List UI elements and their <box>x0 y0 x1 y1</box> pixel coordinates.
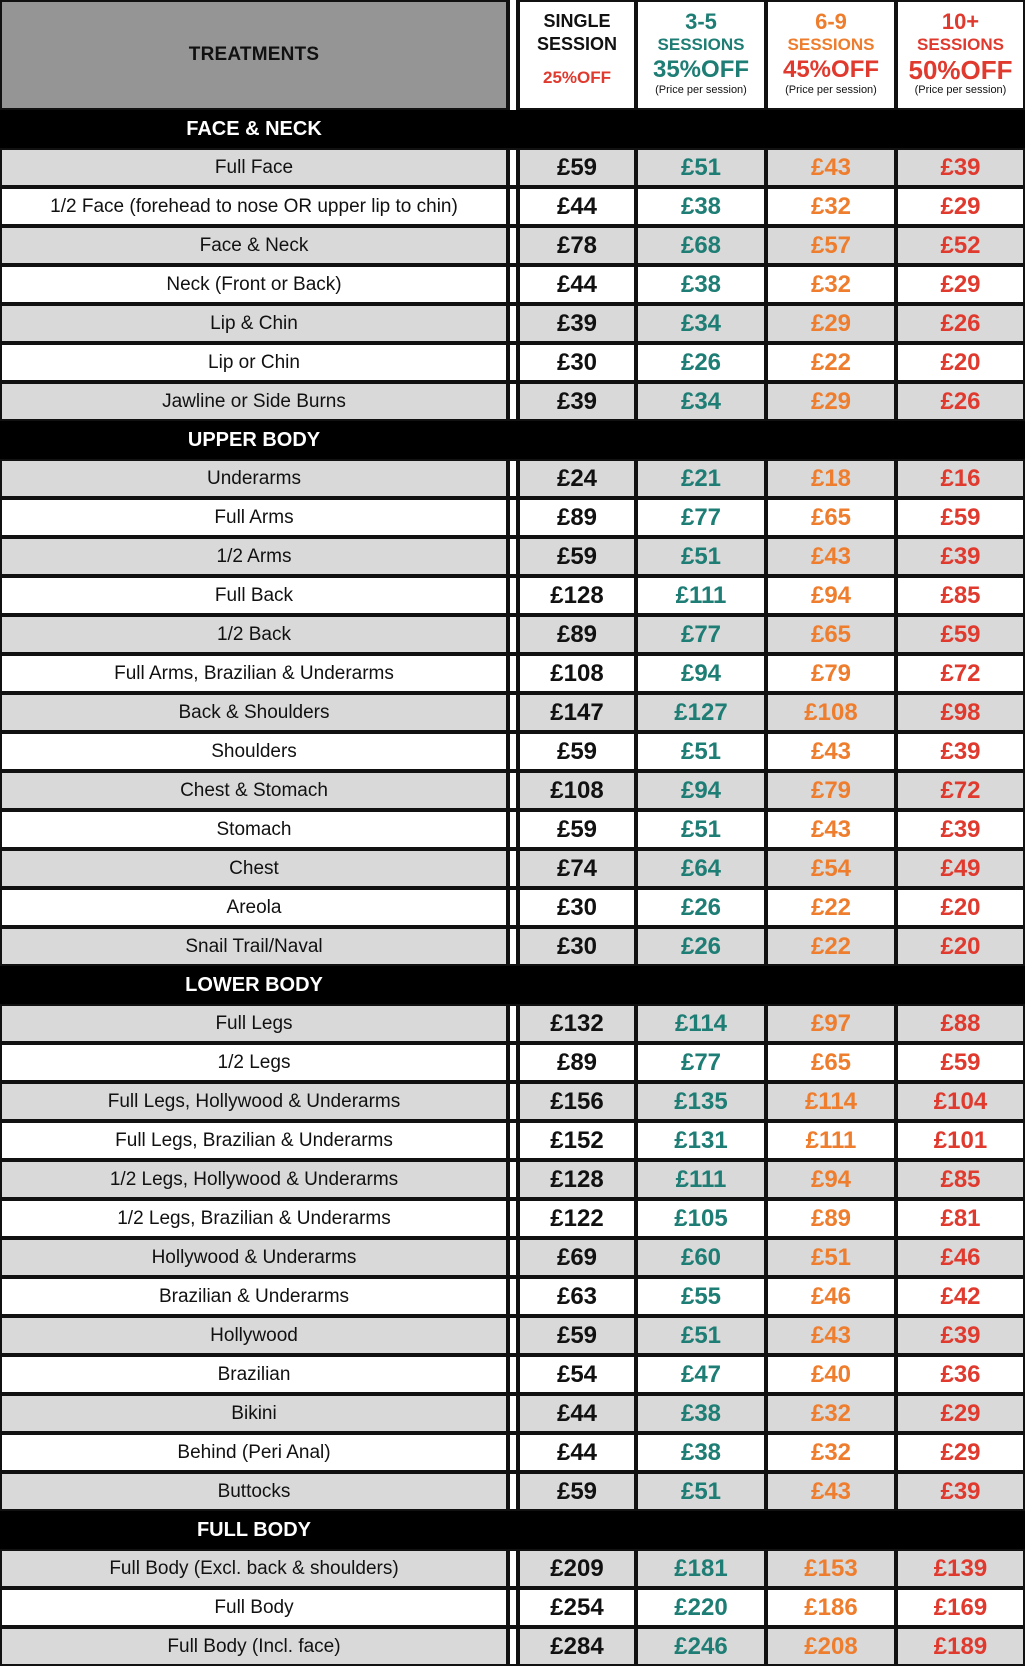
table-row <box>0 1199 1025 1238</box>
price-10-plus-sessions: £26 <box>896 382 1025 421</box>
column-separator <box>508 1627 518 1666</box>
price-single-session: £59 <box>518 148 636 187</box>
price-3-5-sessions: £26 <box>636 888 766 927</box>
column-separator <box>508 537 518 576</box>
table-row <box>0 1082 1025 1121</box>
price-10-plus-sessions: £59 <box>896 615 1025 654</box>
table-row <box>0 654 1025 693</box>
price-10-plus-sessions: £16 <box>896 459 1025 498</box>
price-6-9-sessions: £51 <box>766 1238 896 1277</box>
price-single-session: £254 <box>518 1588 636 1627</box>
section-header <box>0 966 1025 1004</box>
column-separator <box>508 226 518 265</box>
price-6-9-sessions: £89 <box>766 1199 896 1238</box>
column-separator <box>508 1082 518 1121</box>
price-6-9-sessions: £29 <box>766 304 896 343</box>
header-treatments-label: TREATMENTS <box>188 44 320 65</box>
column-separator <box>508 1588 518 1627</box>
table-row <box>0 1043 1025 1082</box>
column-separator <box>508 849 518 888</box>
column-separator <box>508 187 518 226</box>
header-3-5-discount: 35%OFF <box>652 56 750 83</box>
column-separator <box>508 888 518 927</box>
price-10-plus-sessions: £39 <box>896 148 1025 187</box>
column-separator <box>508 1472 518 1511</box>
price-3-5-sessions: £68 <box>636 226 766 265</box>
price-3-5-sessions: £77 <box>636 498 766 537</box>
price-single-session: £128 <box>518 1160 636 1199</box>
price-10-plus-sessions: £59 <box>896 498 1025 537</box>
table-row <box>0 576 1025 615</box>
price-single-session: £74 <box>518 849 636 888</box>
price-6-9-sessions: £22 <box>766 888 896 927</box>
column-separator <box>508 1394 518 1433</box>
column-separator <box>508 576 518 615</box>
section-title: FACE & NECK <box>186 118 322 140</box>
price-single-session: £44 <box>518 1394 636 1433</box>
price-3-5-sessions: £51 <box>636 810 766 849</box>
table-row <box>0 693 1025 732</box>
price-6-9-sessions: £46 <box>766 1277 896 1316</box>
price-10-plus-sessions: £72 <box>896 654 1025 693</box>
treatment-name: 1/2 Face (forehead to nose OR upper lip to chin) <box>0 187 508 226</box>
price-10-plus-sessions: £39 <box>896 1316 1025 1355</box>
price-10-plus-sessions: £59 <box>896 1043 1025 1082</box>
price-single-session: £30 <box>518 927 636 966</box>
header-3-5-sessions-label: SESSIONS <box>657 35 745 54</box>
price-6-9-sessions: £22 <box>766 927 896 966</box>
price-single-session: £78 <box>518 226 636 265</box>
treatment-name: Brazilian & Underarms <box>0 1277 508 1316</box>
header-3-5-note: (Price per session) <box>655 84 747 96</box>
section-title: LOWER BODY <box>185 974 323 996</box>
price-10-plus-sessions: £39 <box>896 537 1025 576</box>
price-single-session: £147 <box>518 693 636 732</box>
column-separator <box>508 1549 518 1588</box>
price-3-5-sessions: £77 <box>636 1043 766 1082</box>
table-row <box>0 771 1025 810</box>
treatment-name: Brazilian <box>0 1355 508 1394</box>
price-3-5-sessions: £111 <box>636 576 766 615</box>
price-single-session: £24 <box>518 459 636 498</box>
treatment-name: Stomach <box>0 810 508 849</box>
column-separator <box>508 498 518 537</box>
table-row <box>0 810 1025 849</box>
price-single-session: £69 <box>518 1238 636 1277</box>
price-6-9-sessions: £54 <box>766 849 896 888</box>
treatment-name: Bikini <box>0 1394 508 1433</box>
price-single-session: £44 <box>518 265 636 304</box>
price-10-plus-sessions: £101 <box>896 1121 1025 1160</box>
price-3-5-sessions: £94 <box>636 654 766 693</box>
price-3-5-sessions: £181 <box>636 1549 766 1588</box>
column-separator <box>508 615 518 654</box>
price-3-5-sessions: £21 <box>636 459 766 498</box>
price-single-session: £108 <box>518 771 636 810</box>
price-10-plus-sessions: £20 <box>896 888 1025 927</box>
price-3-5-sessions: £77 <box>636 615 766 654</box>
price-single-session: £59 <box>518 1472 636 1511</box>
price-10-plus-sessions: £72 <box>896 771 1025 810</box>
table-row <box>0 1394 1025 1433</box>
column-separator <box>508 1004 518 1043</box>
treatment-name: Full Arms, Brazilian & Underarms <box>0 654 508 693</box>
price-single-session: £63 <box>518 1277 636 1316</box>
column-separator <box>508 1199 518 1238</box>
price-3-5-sessions: £135 <box>636 1082 766 1121</box>
treatment-name: 1/2 Arms <box>0 537 508 576</box>
price-single-session: £89 <box>518 615 636 654</box>
price-single-session: £108 <box>518 654 636 693</box>
price-3-5-sessions: £47 <box>636 1355 766 1394</box>
price-3-5-sessions: £111 <box>636 1160 766 1199</box>
section-title: FULL BODY <box>196 1519 312 1541</box>
price-6-9-sessions: £32 <box>766 1394 896 1433</box>
price-3-5-sessions: £220 <box>636 1588 766 1627</box>
price-10-plus-sessions: £88 <box>896 1004 1025 1043</box>
price-3-5-sessions: £38 <box>636 1433 766 1472</box>
price-single-session: £59 <box>518 810 636 849</box>
price-10-plus-sessions: £189 <box>896 1627 1025 1666</box>
column-separator <box>508 459 518 498</box>
price-3-5-sessions: £105 <box>636 1199 766 1238</box>
table-row <box>0 1588 1025 1627</box>
price-6-9-sessions: £43 <box>766 810 896 849</box>
price-3-5-sessions: £51 <box>636 1472 766 1511</box>
treatment-name: Hollywood <box>0 1316 508 1355</box>
header-3-5-sessions <box>636 0 766 110</box>
price-10-plus-sessions: £29 <box>896 1433 1025 1472</box>
price-3-5-sessions: £34 <box>636 304 766 343</box>
price-6-9-sessions: £65 <box>766 498 896 537</box>
price-3-5-sessions: £94 <box>636 771 766 810</box>
price-single-session: £122 <box>518 1199 636 1238</box>
price-10-plus-sessions: £20 <box>896 343 1025 382</box>
header-10-plus-sessions-label: SESSIONS <box>917 35 1004 54</box>
price-10-plus-sessions: £139 <box>896 1549 1025 1588</box>
price-10-plus-sessions: £39 <box>896 732 1025 771</box>
column-separator <box>508 1277 518 1316</box>
table-row <box>0 265 1025 304</box>
price-3-5-sessions: £114 <box>636 1004 766 1043</box>
treatment-name: Full Back <box>0 576 508 615</box>
price-3-5-sessions: £38 <box>636 1394 766 1433</box>
header-single-discount: 25%OFF <box>542 68 612 87</box>
treatment-name: Areola <box>0 888 508 927</box>
treatment-name: Full Legs, Brazilian & Underarms <box>0 1121 508 1160</box>
price-6-9-sessions: £22 <box>766 343 896 382</box>
price-single-session: £209 <box>518 1549 636 1588</box>
price-6-9-sessions: £43 <box>766 148 896 187</box>
header-6-9-note: (Price per session) <box>785 84 877 96</box>
price-10-plus-sessions: £39 <box>896 810 1025 849</box>
price-10-plus-sessions: £104 <box>896 1082 1025 1121</box>
header-3-5-range: 3-5 <box>685 9 717 34</box>
table-row <box>0 1472 1025 1511</box>
column-separator <box>508 382 518 421</box>
treatment-name: Full Legs, Hollywood & Underarms <box>0 1082 508 1121</box>
table-row <box>0 1277 1025 1316</box>
treatment-name: Full Arms <box>0 498 508 537</box>
column-separator <box>508 1160 518 1199</box>
price-3-5-sessions: £38 <box>636 265 766 304</box>
price-10-plus-sessions: £85 <box>896 1160 1025 1199</box>
price-single-session: £44 <box>518 187 636 226</box>
price-single-session: £30 <box>518 888 636 927</box>
price-single-session: £39 <box>518 382 636 421</box>
price-3-5-sessions: £246 <box>636 1627 766 1666</box>
column-separator <box>508 148 518 187</box>
price-single-session: £89 <box>518 1043 636 1082</box>
treatment-name: Lip & Chin <box>0 304 508 343</box>
price-6-9-sessions: £111 <box>766 1121 896 1160</box>
column-separator <box>508 1433 518 1472</box>
column-separator <box>508 654 518 693</box>
header-6-9-sessions-label: SESSIONS <box>787 35 875 54</box>
price-6-9-sessions: £114 <box>766 1082 896 1121</box>
column-separator <box>508 732 518 771</box>
price-6-9-sessions: £43 <box>766 1316 896 1355</box>
column-separator <box>508 771 518 810</box>
column-separator <box>508 1238 518 1277</box>
table-row <box>0 226 1025 265</box>
price-3-5-sessions: £60 <box>636 1238 766 1277</box>
table-row <box>0 1549 1025 1588</box>
price-3-5-sessions: £26 <box>636 343 766 382</box>
price-single-session: £54 <box>518 1355 636 1394</box>
price-6-9-sessions: £208 <box>766 1627 896 1666</box>
price-3-5-sessions: £127 <box>636 693 766 732</box>
section-header <box>0 110 1025 148</box>
price-single-session: £59 <box>518 537 636 576</box>
price-6-9-sessions: £32 <box>766 265 896 304</box>
treatment-name: Snail Trail/Naval <box>0 927 508 966</box>
price-6-9-sessions: £94 <box>766 576 896 615</box>
column-separator <box>508 265 518 304</box>
price-6-9-sessions: £108 <box>766 693 896 732</box>
table-row <box>0 927 1025 966</box>
section-header <box>0 1511 1025 1549</box>
price-3-5-sessions: £55 <box>636 1277 766 1316</box>
column-separator <box>508 927 518 966</box>
price-3-5-sessions: £34 <box>636 382 766 421</box>
price-10-plus-sessions: £29 <box>896 187 1025 226</box>
price-3-5-sessions: £38 <box>636 187 766 226</box>
table-row <box>0 1627 1025 1666</box>
header-separator <box>508 0 518 110</box>
treatment-name: Behind (Peri Anal) <box>0 1433 508 1472</box>
table-row <box>0 1004 1025 1043</box>
treatment-name: Back & Shoulders <box>0 693 508 732</box>
header-single-session <box>518 0 636 110</box>
column-separator <box>508 1121 518 1160</box>
treatment-name: 1/2 Legs <box>0 1043 508 1082</box>
header-10-plus-note: (Price per session) <box>914 84 1007 96</box>
header-6-9-sessions <box>766 0 896 110</box>
price-3-5-sessions: £51 <box>636 732 766 771</box>
header-6-9-discount: 45%OFF <box>782 56 880 83</box>
price-3-5-sessions: £26 <box>636 927 766 966</box>
price-6-9-sessions: £29 <box>766 382 896 421</box>
table-row <box>0 343 1025 382</box>
price-10-plus-sessions: £29 <box>896 265 1025 304</box>
treatment-name: Chest & Stomach <box>0 771 508 810</box>
price-6-9-sessions: £43 <box>766 1472 896 1511</box>
header-treatments <box>0 0 508 110</box>
price-6-9-sessions: £65 <box>766 615 896 654</box>
treatment-name: Lip or Chin <box>0 343 508 382</box>
table-row <box>0 459 1025 498</box>
column-separator <box>508 343 518 382</box>
price-single-session: £128 <box>518 576 636 615</box>
table-row <box>0 1160 1025 1199</box>
treatment-name: Hollywood & Underarms <box>0 1238 508 1277</box>
table-row <box>0 498 1025 537</box>
header-10-plus-range: 10+ <box>941 9 980 34</box>
price-10-plus-sessions: £29 <box>896 1394 1025 1433</box>
treatment-name: Underarms <box>0 459 508 498</box>
price-6-9-sessions: £57 <box>766 226 896 265</box>
price-3-5-sessions: £51 <box>636 537 766 576</box>
price-single-session: £59 <box>518 732 636 771</box>
table-row <box>0 304 1025 343</box>
table-row <box>0 1355 1025 1394</box>
treatment-name: Jawline or Side Burns <box>0 382 508 421</box>
section-header <box>0 421 1025 459</box>
treatment-name: Full Body (Excl. back & shoulders) <box>0 1549 508 1588</box>
treatment-name: Chest <box>0 849 508 888</box>
treatment-name: Buttocks <box>0 1472 508 1511</box>
price-single-session: £89 <box>518 498 636 537</box>
price-single-session: £39 <box>518 304 636 343</box>
treatment-name: 1/2 Legs, Hollywood & Underarms <box>0 1160 508 1199</box>
price-6-9-sessions: £97 <box>766 1004 896 1043</box>
table-row <box>0 1121 1025 1160</box>
price-6-9-sessions: £79 <box>766 654 896 693</box>
header-single-line2: SESSION <box>536 34 618 54</box>
price-single-session: £44 <box>518 1433 636 1472</box>
column-separator <box>508 810 518 849</box>
treatment-name: Full Legs <box>0 1004 508 1043</box>
price-10-plus-sessions: £20 <box>896 927 1025 966</box>
header-10-plus-discount: 50%OFF <box>908 55 1013 85</box>
table-row <box>0 732 1025 771</box>
price-3-5-sessions: £51 <box>636 1316 766 1355</box>
table-row <box>0 888 1025 927</box>
treatment-name: 1/2 Legs, Brazilian & Underarms <box>0 1199 508 1238</box>
table-row <box>0 537 1025 576</box>
price-10-plus-sessions: £39 <box>896 1472 1025 1511</box>
table-row <box>0 849 1025 888</box>
price-single-session: £152 <box>518 1121 636 1160</box>
price-10-plus-sessions: £169 <box>896 1588 1025 1627</box>
column-separator <box>508 1355 518 1394</box>
price-6-9-sessions: £32 <box>766 1433 896 1472</box>
price-6-9-sessions: £153 <box>766 1549 896 1588</box>
price-6-9-sessions: £43 <box>766 732 896 771</box>
price-10-plus-sessions: £49 <box>896 849 1025 888</box>
column-separator <box>508 693 518 732</box>
price-6-9-sessions: £32 <box>766 187 896 226</box>
header-6-9-range: 6-9 <box>815 9 847 34</box>
price-10-plus-sessions: £42 <box>896 1277 1025 1316</box>
table-row <box>0 615 1025 654</box>
section-title: UPPER BODY <box>187 429 321 451</box>
price-6-9-sessions: £186 <box>766 1588 896 1627</box>
price-10-plus-sessions: £52 <box>896 226 1025 265</box>
table-row <box>0 1316 1025 1355</box>
header-10-plus-sessions <box>896 0 1025 110</box>
price-3-5-sessions: £64 <box>636 849 766 888</box>
price-single-session: £156 <box>518 1082 636 1121</box>
price-single-session: £284 <box>518 1627 636 1666</box>
price-6-9-sessions: £79 <box>766 771 896 810</box>
price-3-5-sessions: £51 <box>636 148 766 187</box>
price-single-session: £132 <box>518 1004 636 1043</box>
column-separator <box>508 304 518 343</box>
price-10-plus-sessions: £36 <box>896 1355 1025 1394</box>
treatment-name: 1/2 Back <box>0 615 508 654</box>
price-6-9-sessions: £65 <box>766 1043 896 1082</box>
treatment-name: Shoulders <box>0 732 508 771</box>
table-row <box>0 1433 1025 1472</box>
price-3-5-sessions: £131 <box>636 1121 766 1160</box>
treatment-name: Face & Neck <box>0 226 508 265</box>
header-single-line1: SINGLE <box>543 11 611 31</box>
price-6-9-sessions: £43 <box>766 537 896 576</box>
column-separator <box>508 1316 518 1355</box>
price-single-session: £30 <box>518 343 636 382</box>
table-row <box>0 148 1025 187</box>
price-10-plus-sessions: £85 <box>896 576 1025 615</box>
price-10-plus-sessions: £98 <box>896 693 1025 732</box>
column-separator <box>508 1043 518 1082</box>
table-row <box>0 382 1025 421</box>
price-single-session: £59 <box>518 1316 636 1355</box>
price-10-plus-sessions: £26 <box>896 304 1025 343</box>
treatment-name: Full Body <box>0 1588 508 1627</box>
price-10-plus-sessions: £81 <box>896 1199 1025 1238</box>
price-6-9-sessions: £94 <box>766 1160 896 1199</box>
table-row <box>0 187 1025 226</box>
table-row <box>0 1238 1025 1277</box>
treatment-name: Full Body (Incl. face) <box>0 1627 508 1666</box>
treatment-name: Full Face <box>0 148 508 187</box>
treatment-name: Neck (Front or Back) <box>0 265 508 304</box>
price-10-plus-sessions: £46 <box>896 1238 1025 1277</box>
price-6-9-sessions: £40 <box>766 1355 896 1394</box>
price-6-9-sessions: £18 <box>766 459 896 498</box>
